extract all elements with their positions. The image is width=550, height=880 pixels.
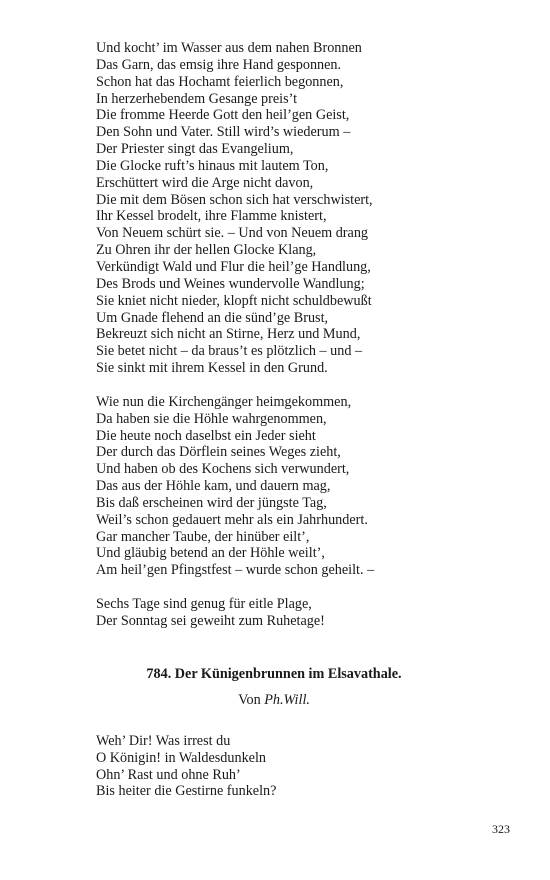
verse-line: Verkündigt Wald und Flur die heil’ge Handlung, — [96, 258, 371, 275]
verse-line: Ohn’ Rast und ohne Ruh’ — [96, 766, 241, 783]
verse-line: Den Sohn und Vater. Still wird’s wiederum – — [96, 124, 351, 141]
section-heading: 784. Der Künigenbrunnen im Elsavathale. — [146, 665, 402, 682]
verse-line: Um Gnade flehend an die sünd’ge Brust, — [96, 309, 329, 326]
stanza — [96, 394, 516, 579]
verse-line: Die heute noch daselbst ein Jeder sieht — [96, 427, 316, 444]
verse-line: Erschüttert wird die Arge nicht davon, — [96, 174, 314, 191]
stanza-gap — [96, 579, 516, 596]
verse-line: Und kocht’ im Wasser aus dem nahen Bronnen — [96, 40, 362, 56]
verse-line: Der durch das Dörflein seines Weges zieht, — [96, 444, 341, 461]
byline-author: Ph.Will. — [264, 691, 310, 708]
verse-line: Schon hat das Hochamt feierlich begonnen, — [96, 73, 344, 90]
verse-line: Sie sinkt mit ihrem Kessel in den Grund. — [96, 360, 328, 377]
verse-line: Und haben ob des Kochens sich verwundert, — [96, 461, 350, 478]
verse-line: In herzerhebendem Gesange preis’t — [96, 90, 298, 107]
stanza — [96, 596, 516, 630]
verse-line: Die Glocke ruft’s hinaus mit lautem Ton, — [96, 157, 329, 174]
verse-line: Der Sonntag sei geweiht zum Ruhetage! — [96, 613, 325, 629]
verse-line: Des Brods und Weines wundervolle Wandlung; — [96, 275, 365, 292]
verse-line: Wie nun die Kirchengänger heimgekommen, — [96, 393, 352, 410]
verse-line: Bis daß erscheinen wird der jüngste Tag, — [96, 494, 327, 511]
verse-line: Das aus der Höhle kam, und dauern mag, — [96, 478, 331, 495]
verse-line: Von Neuem schürt sie. – Und von Neuem drang — [96, 225, 369, 242]
byline-prefix: Von — [238, 691, 265, 708]
verse-line: Sechs Tage sind genug für eitle Plage, — [96, 596, 312, 613]
stanza-gap — [96, 377, 516, 394]
verse-line: Die mit dem Bösen schon sich hat verschwistert, — [96, 191, 373, 208]
verse-line: Weil’s schon gedauert mehr als ein Jahrhundert. — [96, 511, 368, 528]
byline — [96, 692, 452, 709]
page-text — [96, 40, 516, 800]
verse-line: Ihr Kessel brodelt, ihre Flamme knistert, — [96, 208, 327, 225]
verse-line: Weh’ Dir! Was irrest du — [96, 732, 231, 749]
stanza — [96, 40, 516, 377]
verse-line: Am heil’gen Pfingstfest – wurde schon geheilt. – — [96, 562, 375, 579]
verse-line: O Königin! in Waldesdunkeln — [96, 749, 267, 766]
verse-line: Der Priester singt das Evangelium, — [96, 141, 294, 158]
verse-line: Zu Ohren ihr der hellen Glocke Klang, — [96, 242, 317, 259]
verse-line: Und gläubig betend an der Höhle weilt’, — [96, 545, 325, 562]
verse-line: Bekreuzt sich nicht an Stirne, Herz und Mund, — [96, 326, 361, 343]
verse-line: Da haben sie die Höhle wahrgenommen, — [96, 410, 327, 427]
verse-line: Das Garn, das emsig ihre Hand gesponnen. — [96, 56, 342, 73]
verse-line: Bis heiter die Gestirne funkeln? — [96, 783, 277, 800]
page-number: 323 — [492, 822, 510, 836]
verse-line: Die fromme Heerde Gott den heil’gen Geist, — [96, 107, 350, 124]
stanza — [96, 733, 516, 800]
verse-line: Sie betet nicht – da braus’t es plötzlich – und – — [96, 343, 363, 360]
verse-line: Sie kniet nicht nieder, klopft nicht schuldbewußt — [96, 292, 372, 309]
verse-line: Gar mancher Taube, der hinüber eilt’, — [96, 528, 310, 545]
